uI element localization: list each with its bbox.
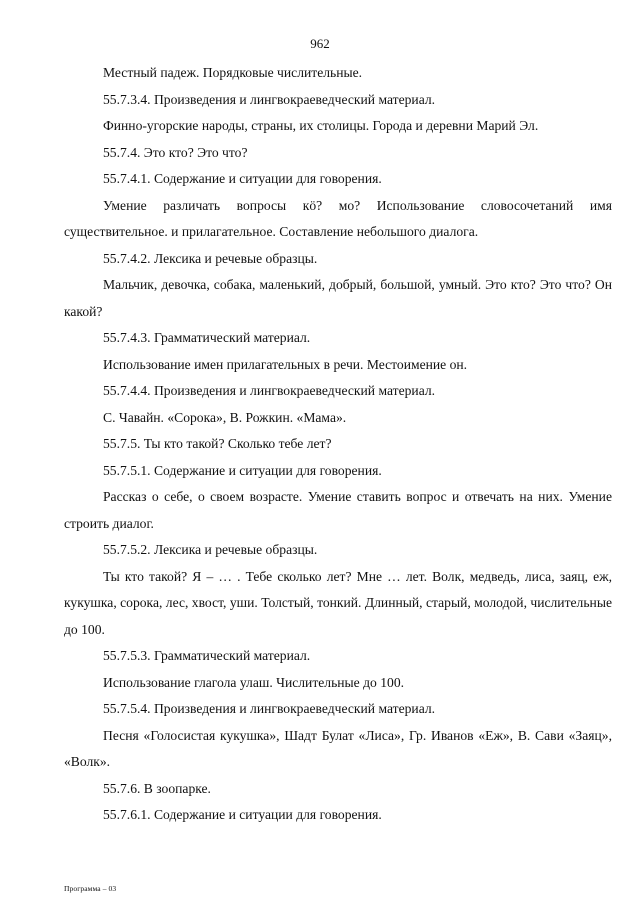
paragraph: Местный падеж. Порядковые числительные. — [103, 65, 363, 80]
section-heading: 55.7.3.4. Произведения и лингвокраеведческий материал. — [103, 91, 436, 107]
section-heading: 55.7.4.1. Содержание и ситуации для говорения. — [103, 171, 382, 186]
section-heading: 55.7.4.2. Лексика и речевые образцы. — [103, 250, 318, 266]
section-heading: 55.7.5. Ты кто такой? Сколько тебе лет? — [103, 436, 332, 451]
paragraph: Использование имен прилагательных в речи. Местоимение он. — [103, 356, 468, 372]
paragraph: Использование глагола улаш. Числительные до 100. — [103, 674, 405, 690]
section-heading: 55.7.4.4. Произведения и лингвокраеведческий материал. — [103, 383, 436, 398]
document-body — [64, 60, 612, 829]
section-heading: 55.7.5.3. Грамматический материал. — [103, 648, 311, 663]
section-heading: 55.7.5.4. Произведения и лингвокраеведческий материал. — [103, 701, 436, 716]
paragraph: Рассказ о себе, о своем возрасте. Умение ставить вопрос и отвечать на них. Умение строить диалог. — [64, 489, 612, 531]
section-heading: 55.7.5.2. Лексика и речевые образцы. — [103, 542, 318, 557]
paragraph: Песня «Голосистая кукушка», Шадт Булат «Лиса», Гр. Иванов «Еж», В. Сави «Заяц», «Волк». — [64, 727, 612, 769]
paragraph: Умение различать вопросы кӧ? мо? Использование словосочетаний имя существительное. и прилагательное. Составление небольшого диалога. — [64, 197, 612, 239]
section-heading: 55.7.6.1. Содержание и ситуации для говорения. — [103, 807, 382, 822]
section-heading: 55.7.5.1. Содержание и ситуации для говорения. — [103, 462, 382, 478]
page-number: 962 — [310, 36, 330, 51]
paragraph: Ты кто такой? Я – … . Тебе сколько лет? Мне … лет. Волк, медведь, лиса, заяц, еж, кукушка, сорока, лес, хвост, уши. Толстый, тонкий. Длинный, старый, молодой, числительные до 100. — [64, 568, 612, 637]
section-heading: 55.7.4. Это кто? Это что? — [103, 144, 248, 160]
paragraph: С. Чавайн. «Сорока», В. Рожкин. «Мама». — [103, 409, 347, 425]
paragraph: Финно-угорские народы, страны, их столицы. Города и деревни Марий Эл. — [103, 118, 539, 133]
section-heading: 55.7.4.3. Грамматический материал. — [103, 330, 311, 345]
section-heading: 55.7.6. В зоопарке. — [103, 780, 211, 796]
page-footer: Программа – 03 — [64, 884, 117, 893]
paragraph: Мальчик, девочка, собака, маленький, добрый, большой, умный. Это кто? Это что? Он какой? — [64, 277, 612, 319]
